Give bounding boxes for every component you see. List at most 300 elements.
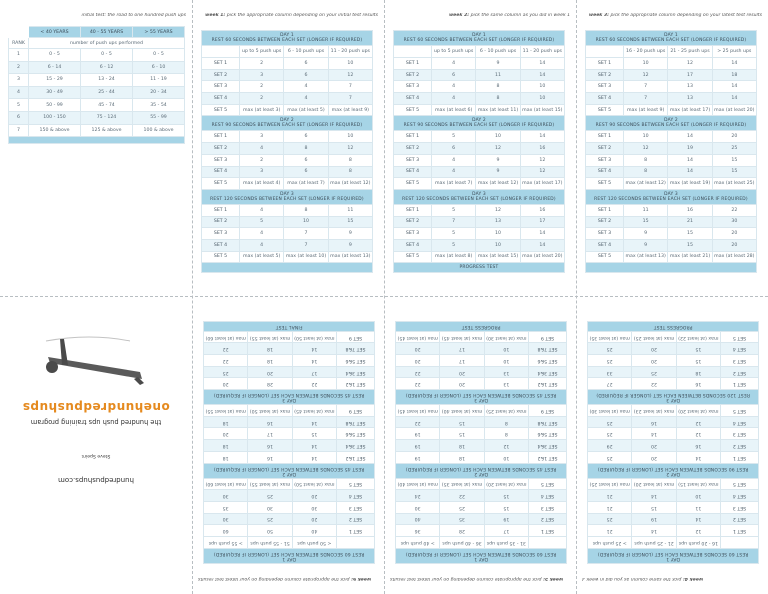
rep-count: 20 [632, 451, 676, 463]
set-label: SET 5 [586, 104, 624, 116]
rep-count: 27 [588, 378, 632, 390]
set-label: SET 2 [202, 69, 240, 81]
rep-count: max (at least 12) [328, 178, 372, 190]
rep-count: 6 [432, 69, 476, 81]
rep-count: 18 [712, 69, 756, 81]
pushup-range: 50 - 99 [29, 99, 81, 112]
rep-count: 16 [676, 378, 720, 390]
rep-count: 10 [476, 239, 520, 251]
table-row [396, 501, 567, 513]
set-label: SET 1&2 [337, 378, 375, 390]
column-header: 6 - 10 push ups [284, 46, 328, 58]
pushup-range: 25 - 44 [81, 86, 133, 99]
day-header [202, 189, 373, 204]
table-row [588, 378, 759, 390]
rest-instruction: REST 90 SECONDS BETWEEN EACH SET (LONGER IF REQUIRED) [403, 123, 555, 129]
fold-line [576, 0, 577, 594]
table-row [396, 428, 567, 440]
table-row [396, 478, 567, 490]
rep-count: max (at least 19) [668, 178, 712, 190]
rep-count: 10 [676, 490, 720, 502]
rep-count: max (at least 12) [624, 178, 668, 190]
rep-count: max (at least 17) [668, 104, 712, 116]
rep-count: 12 [328, 69, 372, 81]
rep-count: max (at least 55) [204, 405, 248, 417]
table-row [588, 440, 759, 452]
day-title: DAY 3 [474, 397, 488, 403]
column-header: 51 - 55 push ups [248, 537, 292, 549]
pushup-range: 6 - 14 [29, 61, 81, 74]
rep-count: 24 [396, 490, 440, 502]
day-title: DAY 3 [280, 191, 294, 197]
rep-count: max (at least 10) [284, 251, 328, 263]
set-label: SET 4 [394, 166, 432, 178]
rep-count: 5 [432, 204, 476, 216]
rep-count: 5 [432, 131, 476, 143]
table-row [586, 228, 757, 240]
set-label: SET 7&8 [337, 343, 375, 355]
set-label: SET 3 [202, 228, 240, 240]
table-row [204, 451, 375, 463]
week6-table [203, 321, 375, 564]
rep-count: 25 [588, 451, 632, 463]
pushup-range: 30 - 49 [29, 86, 81, 99]
pushup-range: 6 - 10 [133, 61, 185, 74]
table-row [586, 131, 757, 143]
table-row [588, 416, 759, 428]
initial-test-panel [0, 0, 192, 297]
column-header: 16 - 20 push ups [676, 537, 720, 549]
rep-count: 8 [284, 143, 328, 155]
rest-instruction: REST 60 SECONDS BETWEEN EACH SET (LONGER IF REQUIRED) [403, 38, 555, 43]
week-caption [390, 576, 570, 581]
age-group-header [9, 27, 185, 38]
table-row [396, 366, 567, 378]
table-row [394, 239, 565, 251]
set-label: SET 2 [721, 366, 759, 378]
day-title: DAY 2 [280, 118, 294, 124]
day-title: DAY 3 [472, 191, 486, 197]
set-label: SET 1 [394, 58, 432, 70]
set-label: SET 5 [394, 104, 432, 116]
rest-instruction: REST 60 SECONDS BETWEEN EACH SET (LONGER IF REQUIRED) [213, 551, 365, 556]
day-header [586, 189, 757, 204]
set-label: SET 7&8 [529, 416, 567, 428]
rep-count: max (at least 20) [676, 405, 720, 417]
table-row [204, 525, 375, 537]
set-label: SET 1 [337, 525, 375, 537]
tagline: the hundred push ups training program [30, 418, 162, 426]
day-header [202, 31, 373, 46]
day-title: DAY 2 [282, 470, 296, 476]
set-label: SET 3 [394, 228, 432, 240]
rep-count: 4 [240, 239, 284, 251]
rep-count: max (at least 20) [520, 251, 564, 263]
table-row [202, 166, 373, 178]
subheading-row [9, 38, 185, 49]
rest-instruction: REST 90 SECONDS BETWEEN EACH SET (LONGER IF REQUIRED) [595, 123, 747, 129]
rep-count: max (at least 20) [632, 478, 676, 490]
day-header [396, 463, 567, 478]
rep-count: 22 [440, 490, 484, 502]
rep-count: max (at least 45) [440, 331, 484, 343]
column-header: > 40 push ups [396, 537, 440, 549]
table-row [204, 501, 375, 513]
table-row [202, 178, 373, 190]
column-header: > 55 push ups [204, 537, 248, 549]
table-row [394, 58, 565, 70]
set-label: SET 2 [394, 216, 432, 228]
column-header: 21 - 25 push ups [632, 537, 676, 549]
rep-count: 19 [396, 451, 440, 463]
pushup-range: 15 - 29 [29, 74, 81, 87]
rep-count: 17 [668, 69, 712, 81]
rep-count: 15 [328, 216, 372, 228]
rep-count: 10 [520, 93, 564, 105]
rep-count: 6 [284, 131, 328, 143]
rep-count: 35 [204, 501, 248, 513]
day-title: DAY 1 [472, 33, 486, 38]
day-header [396, 549, 567, 564]
initial-test-table [8, 26, 185, 144]
set-label: SET 5 [529, 478, 567, 490]
rep-count: 13 [484, 366, 528, 378]
set-label: SET 4 [586, 93, 624, 105]
week-instructions: pick the same column as you did in week 1 [470, 13, 570, 18]
rep-count: 9 [476, 166, 520, 178]
rep-count: 33 [588, 366, 632, 378]
table-row [202, 81, 373, 93]
rep-count: 2 [240, 81, 284, 93]
rep-count: 4 [432, 81, 476, 93]
table-row [202, 154, 373, 166]
rep-count: 2 [240, 58, 284, 70]
pushup-range: 35 - 54 [133, 99, 185, 112]
set-label: SET 2 [721, 513, 759, 525]
rep-count: max (at least 4) [240, 178, 284, 190]
set-label: SET 4 [202, 166, 240, 178]
set-label: SET 4 [586, 166, 624, 178]
rep-count: 17 [248, 428, 292, 440]
week4-content [576, 297, 768, 594]
set-label: SET 2 [202, 216, 240, 228]
column-header: > 25 push ups [712, 46, 756, 58]
rep-count: 12 [676, 428, 720, 440]
rep-count: 14 [668, 154, 712, 166]
rep-count: max (at least 45) [292, 405, 336, 417]
rep-count: max (at least 11) [476, 104, 520, 116]
rep-count: 8 [328, 154, 372, 166]
rep-count: 15 [676, 343, 720, 355]
table-row [204, 343, 375, 355]
pushup-range: 150 & above [29, 124, 81, 137]
rep-count: 3 [240, 166, 284, 178]
rep-count: 7 [328, 93, 372, 105]
rep-count: 25 [588, 416, 632, 428]
rest-instruction: REST 120 SECONDS BETWEEN EACH SET (LONGER IF REQUIRED) [594, 196, 748, 202]
rep-count: 6 [284, 58, 328, 70]
rep-count: 15 [668, 228, 712, 240]
day-header [586, 31, 757, 46]
set-label: SET 1 [529, 525, 567, 537]
rep-count: 13 [668, 81, 712, 93]
column-header: 11 - 20 push ups [328, 46, 372, 58]
rep-count: 14 [520, 58, 564, 70]
column-header: up to 5 push ups [240, 46, 284, 58]
rep-count: 14 [668, 131, 712, 143]
table-row [202, 204, 373, 216]
rep-count: 18 [248, 343, 292, 355]
rep-count: 5 [240, 216, 284, 228]
week2-content [384, 0, 576, 297]
rep-count: 12 [476, 204, 520, 216]
rep-count: 20 [632, 440, 676, 452]
rep-count: 14 [292, 416, 336, 428]
pushup-range: 0 - 5 [81, 49, 133, 62]
footer-label [586, 263, 757, 273]
rep-count: max (at least 25) [712, 178, 756, 190]
rest-instruction: REST 120 SECONDS BETWEEN EACH SET (LONGER IF REQUIRED) [210, 196, 364, 202]
set-label: SET 5 [337, 478, 375, 490]
rep-count: 18 [440, 440, 484, 452]
set-label: SET 4 [721, 490, 759, 502]
set-label: SET 4 [394, 93, 432, 105]
set-label: SET 9 [337, 405, 375, 417]
column-header: 21 - 25 push ups [668, 46, 712, 58]
set-label: SET 1 [721, 378, 759, 390]
week3-panel [576, 0, 768, 297]
rep-count: 13 [484, 378, 528, 390]
pushup-range: 125 & above [81, 124, 133, 137]
table-row [202, 69, 373, 81]
table-row [588, 490, 759, 502]
week4-panel [576, 297, 768, 594]
rest-instruction: REST 45 SECONDS BETWEEN EACH SET (LONGER IF REQUIRED) [213, 392, 365, 398]
table-row [396, 405, 567, 417]
day-header [204, 549, 375, 564]
rep-count: 3 [240, 69, 284, 81]
rep-count: max (at least 13) [624, 251, 668, 263]
set-label: SET 5 [586, 251, 624, 263]
rep-count: 4 [432, 93, 476, 105]
column-header: 16 - 20 push ups [624, 46, 668, 58]
column-header-row [394, 46, 565, 58]
rep-count: max (at least 15) [676, 478, 720, 490]
week-instructions: pick the same column as you did in week 3 [582, 576, 682, 581]
week2-panel [384, 0, 576, 297]
cover-panel [0, 297, 192, 594]
rep-count: 15 [676, 355, 720, 367]
table-footer [202, 263, 373, 273]
rep-count: 8 [328, 166, 372, 178]
rest-instruction: REST 60 SECONDS BETWEEN EACH SET (LONGER IF REQUIRED) [597, 551, 749, 556]
column-header-row [588, 537, 759, 549]
rep-count: 16 [676, 440, 720, 452]
set-label: SET 9 [337, 331, 375, 343]
set-label: SET 3 [586, 154, 624, 166]
set-label: SET 2 [394, 69, 432, 81]
rep-count: 2 [240, 154, 284, 166]
table-row [202, 216, 373, 228]
rep-count: max (at least 23) [632, 405, 676, 417]
table-row [588, 525, 759, 537]
set-label: SET 4 [337, 490, 375, 502]
set-label: SET 5 [586, 178, 624, 190]
rep-count: 30 [204, 490, 248, 502]
rep-count: 20 [712, 131, 756, 143]
week1-table [201, 30, 373, 273]
rep-count: 16 [632, 416, 676, 428]
table-row [204, 428, 375, 440]
rep-count: 12 [520, 166, 564, 178]
rest-instruction: REST 45 SECONDS BETWEEN EACH SET (LONGER IF REQUIRED) [405, 392, 557, 398]
week-label: week 2: [448, 13, 470, 18]
footer-label [202, 263, 373, 273]
table-row [202, 93, 373, 105]
week-caption [198, 13, 378, 18]
table-row [588, 405, 759, 417]
rep-count: 12 [624, 143, 668, 155]
table-row [586, 216, 757, 228]
rep-count: 12 [328, 143, 372, 155]
rep-count: 15 [292, 428, 336, 440]
day-title: DAY 2 [474, 470, 488, 476]
table-row [588, 501, 759, 513]
rep-count: 16 [668, 204, 712, 216]
set-label: SET 2 [202, 143, 240, 155]
pushup-range: 6 - 12 [81, 61, 133, 74]
rep-count: 15 [440, 416, 484, 428]
table-row [586, 154, 757, 166]
day-title: DAY 2 [472, 118, 486, 124]
rep-count: max (at least 40) [396, 478, 440, 490]
week5-content [384, 297, 576, 594]
rep-count: 12 [676, 416, 720, 428]
rep-count: 14 [292, 343, 336, 355]
rep-count: 50 [248, 525, 292, 537]
rep-count: 10 [476, 228, 520, 240]
set-label: SET 1 [586, 58, 624, 70]
table-row [394, 69, 565, 81]
rep-count: 17 [440, 343, 484, 355]
rep-count: 30 [248, 501, 292, 513]
table-row [396, 416, 567, 428]
set-label: SET 3 [721, 428, 759, 440]
set-label: SET 3&4 [337, 440, 375, 452]
day-title: DAY 2 [666, 470, 680, 476]
age-group: > 55 YEARS [133, 27, 185, 38]
rep-count: 4 [240, 228, 284, 240]
rep-count: max (at least 6) [432, 104, 476, 116]
rep-count: 14 [292, 355, 336, 367]
rep-count: 28 [440, 525, 484, 537]
week6-panel [192, 297, 384, 594]
rep-count: max (at least 50) [248, 405, 292, 417]
week-label: week 4: [682, 576, 704, 581]
rep-count: 14 [632, 428, 676, 440]
rep-count: max (at least 55) [248, 331, 292, 343]
rest-instruction: REST 45 SECONDS BETWEEN EACH SET (LONGER IF REQUIRED) [213, 465, 365, 471]
table-row [396, 513, 567, 525]
day-title: DAY 1 [474, 556, 488, 561]
table-row [394, 204, 565, 216]
rep-count: 20 [632, 343, 676, 355]
column-header: up to 5 push ups [432, 46, 476, 58]
table-row [9, 111, 185, 124]
table-row [396, 378, 567, 390]
set-label: SET 1 [721, 451, 759, 463]
rep-count: 14 [712, 58, 756, 70]
rank-number: 4 [9, 86, 29, 99]
rep-count: 7 [432, 216, 476, 228]
rep-count: 17 [440, 355, 484, 367]
rep-count: 15 [712, 154, 756, 166]
rep-count: 12 [520, 154, 564, 166]
rep-count: 25 [632, 366, 676, 378]
rep-count: 10 [624, 131, 668, 143]
rep-count: 36 [396, 525, 440, 537]
set-label: SET 3 [202, 154, 240, 166]
rep-count: 14 [292, 440, 336, 452]
rep-count: 7 [284, 228, 328, 240]
set-label: SET 4 [586, 239, 624, 251]
rep-count: 19 [632, 513, 676, 525]
set-label: SET 2 [586, 216, 624, 228]
rep-count: 14 [520, 69, 564, 81]
table-row [396, 525, 567, 537]
table-footer [204, 321, 375, 331]
rep-count: 12 [676, 525, 720, 537]
rep-count: 14 [676, 513, 720, 525]
set-label: SET 5 [202, 251, 240, 263]
rep-count: 13 [476, 216, 520, 228]
table-row [586, 104, 757, 116]
rep-count: 11 [328, 204, 372, 216]
pushups-performed-label: number of push ups performed [29, 38, 185, 49]
rep-count: 11 [476, 69, 520, 81]
rep-count: max (at least 30) [484, 331, 528, 343]
rep-count: 14 [712, 93, 756, 105]
rep-count: 12 [476, 143, 520, 155]
rep-count: 14 [668, 166, 712, 178]
rep-count: 4 [432, 166, 476, 178]
pushup-range: 20 - 34 [133, 86, 185, 99]
rep-count: 21 [588, 501, 632, 513]
rep-count: 6 [432, 143, 476, 155]
table-row [586, 204, 757, 216]
footer-label: PROGRESS TEST [394, 263, 565, 273]
day-title: DAY 3 [666, 397, 680, 403]
table-row [588, 343, 759, 355]
set-label: SET 2 [394, 143, 432, 155]
rep-count: 7 [284, 239, 328, 251]
table-footer [588, 321, 759, 331]
rep-count: max (at least 3) [240, 104, 284, 116]
table-row [204, 440, 375, 452]
table-row [394, 178, 565, 190]
set-label: SET 1&2 [337, 451, 375, 463]
rep-count: 25 [712, 143, 756, 155]
rep-count: 11 [624, 204, 668, 216]
pushup-range: 100 - 150 [29, 111, 81, 124]
set-label: SET 3 [337, 501, 375, 513]
set-label: SET 3 [721, 355, 759, 367]
rep-count: 20 [712, 239, 756, 251]
rep-count: 60 [204, 525, 248, 537]
rep-count: max (at least 5) [240, 251, 284, 263]
rep-count: 25 [588, 428, 632, 440]
rep-count: max (at least 28) [712, 251, 756, 263]
